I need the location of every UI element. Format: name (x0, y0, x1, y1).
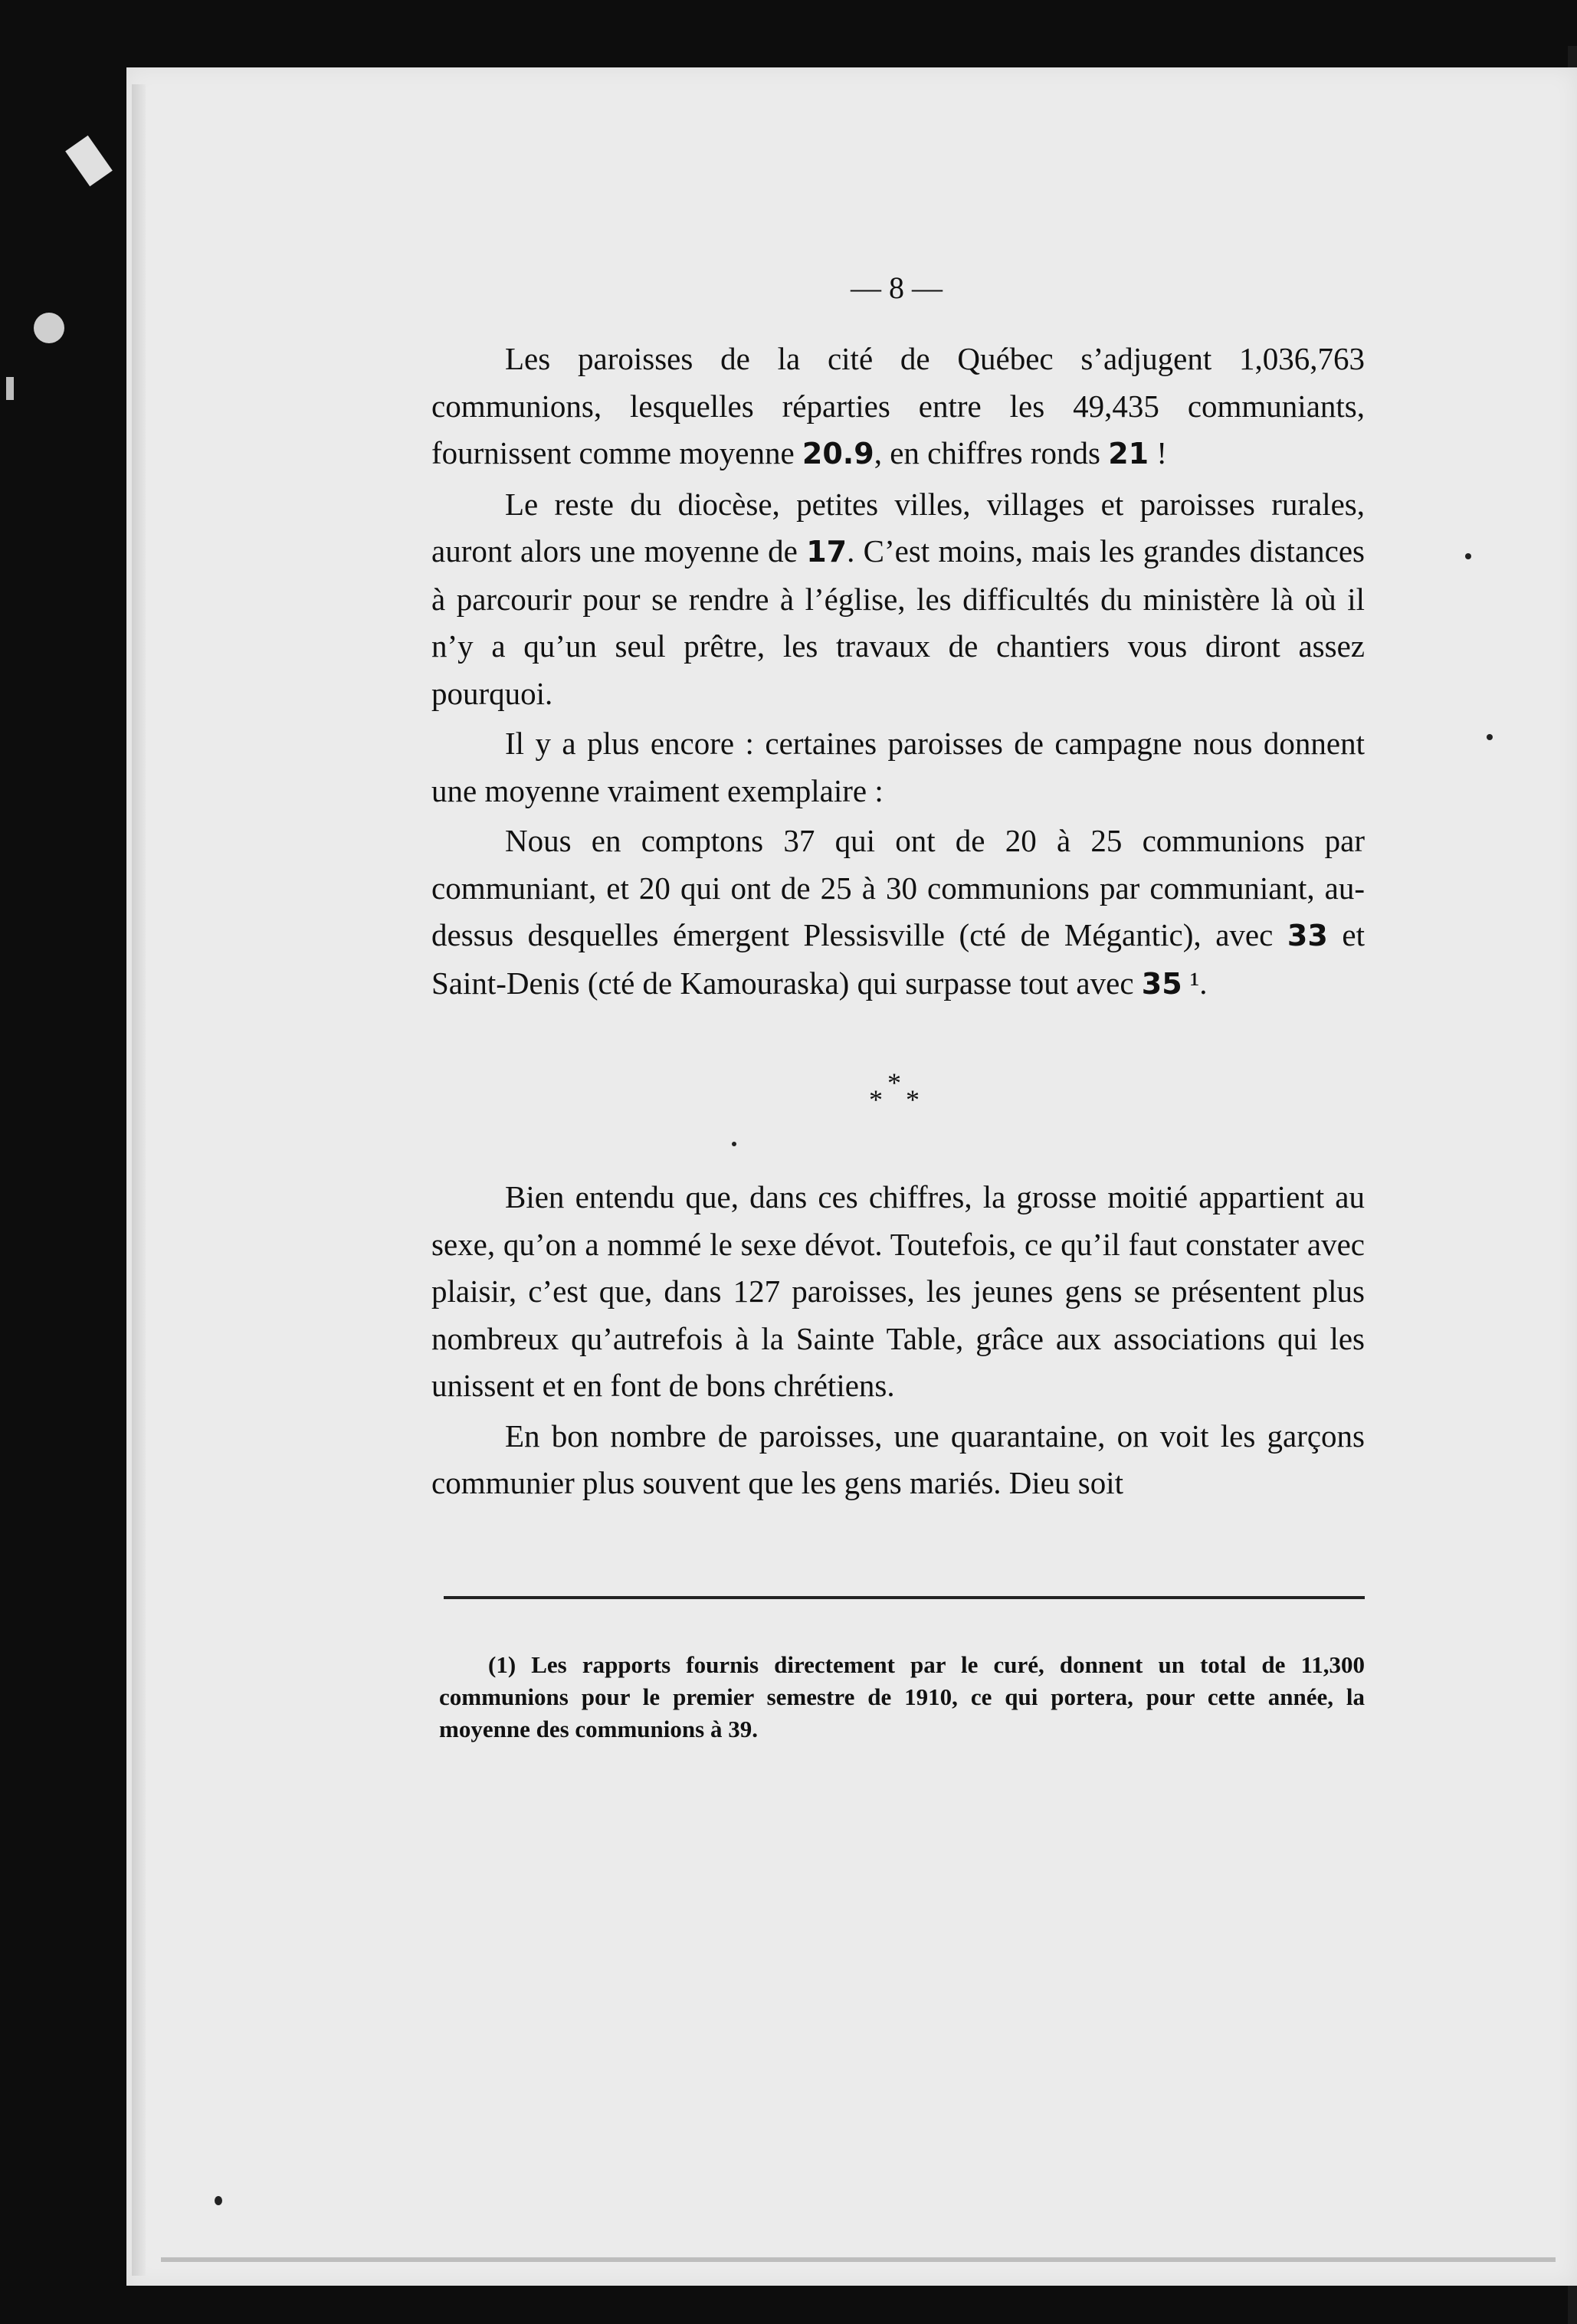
scan-artifact (34, 313, 64, 343)
scan-speck (1465, 553, 1471, 559)
scan-speck (215, 2196, 222, 2205)
bold-number: 20.9 (802, 437, 874, 470)
text-run: Le reste du diocèse, petites villes, villages et paroisses rurales, auront alors une moyenne de (431, 486, 1365, 569)
asterism (851, 1069, 943, 1123)
bold-number: 17 (806, 535, 848, 569)
text-run: . C’est moins, mais les grandes distances à parcourir pour se rendre à l’église, les difficultés du ministère là où il n’y a qu’un seul prêtre, les travaux de chantiers vous diront assez pourquoi. (431, 533, 1365, 711)
paragraph: Bien entendu que, dans ces chiffres, la grosse moitié appartient au sexe, qu’on a nommé le sexe dévot. Toutefois, ce qu’il faut constater avec plaisir, c’est que, dans 127 paroisses, les jeunes gens se présentent plus nombreux qu’autrefois à la Sainte Table, grâce aux associations qui les unissent et en font de bons chrétiens. (431, 1179, 1365, 1403)
text-run: et Saint-Denis (cté de Kamouraska) qui surpasse tout avec (431, 917, 1366, 1001)
footnote-marker: ¹. (1182, 965, 1208, 1001)
page-bottom-edge (161, 2257, 1556, 2262)
paragraph (431, 336, 1365, 478)
asterism-star: * (869, 1084, 883, 1115)
page-number: — 8 — (851, 270, 943, 305)
body-text-upper (431, 336, 1365, 1011)
body-text-lower (431, 1174, 1365, 1510)
text-run: Nous en comptons 37 qui ont de 20 à 25 communions par communiant, et 20 qui ont de 25 à 30 communions par communiant, au-dessus desquelles émergent Plessisville (cté de Mégantic), avec (431, 823, 1365, 952)
paragraph (431, 818, 1365, 1008)
paragraph (431, 481, 1365, 718)
footnote-rule (444, 1596, 1365, 1599)
text-run: ! (1149, 435, 1168, 470)
scan-speck (732, 1142, 736, 1146)
text-run: Les paroisses de la cité de Québec s’adjugent 1,036,763 communions, lesquelles réparties entre les 49,435 communiants, fournissent comme moyenne (431, 341, 1365, 470)
asterism-star: * (906, 1084, 920, 1115)
text-run: , en chiffres ronds (874, 435, 1109, 470)
bold-number: 21 (1108, 437, 1149, 470)
bold-number: 35 (1141, 966, 1182, 1001)
paragraph: En bon nombre de paroisses, une quarantaine, on voit les garçons communier plus souvent que les gens mariés. Dieu soit (431, 1418, 1365, 1500)
asterism-star: * (887, 1067, 901, 1098)
scan-speck (1487, 734, 1493, 740)
bold-number: 33 (1287, 919, 1328, 952)
scan-artifact (6, 377, 14, 400)
paragraph: Il y a plus encore : certaines paroisses de campagne nous donnent une moyenne vraiment exemplaire : (431, 726, 1365, 808)
page-left-edge (132, 84, 146, 2276)
scan-artifact (65, 136, 113, 187)
footnote: (1) Les rapports fournis directement par le curé, donnent un total de 11,300 communions pour le premier semestre de 1910, ce qui portera, pour cette année, la moyenne des communions à 39. (439, 1651, 1365, 1742)
